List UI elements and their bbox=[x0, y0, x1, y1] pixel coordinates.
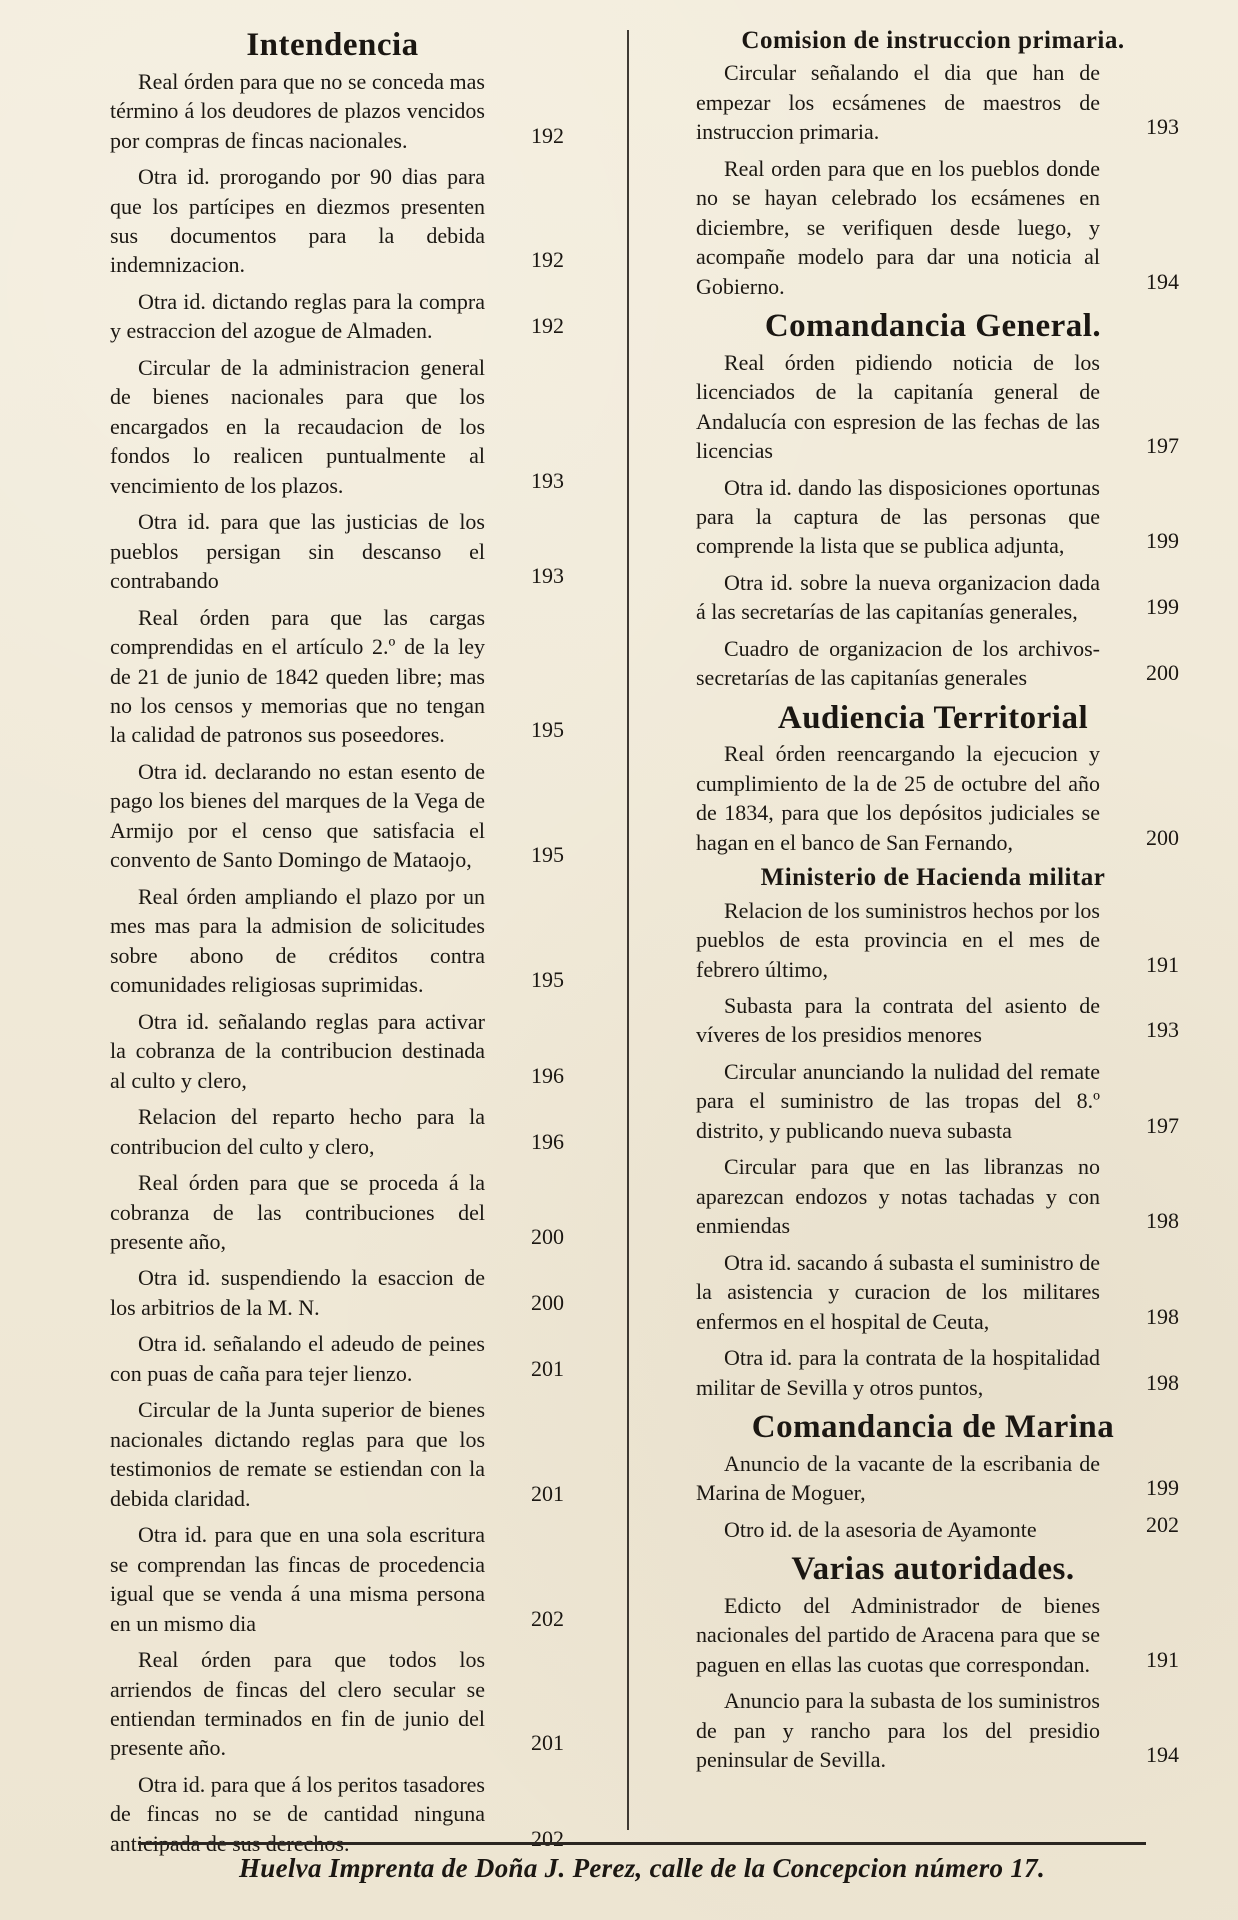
entry-text: Otra id. prorogando por 90 dias para que los partícipes en diezmos presenten sus documentos para la debida indemnizacion. bbox=[110, 164, 485, 278]
page-number: 201 bbox=[531, 1480, 564, 1506]
entry bbox=[696, 1511, 1179, 1544]
entry-text: Real órden para que se proceda á la cobranza de las contribuciones del presente año, bbox=[110, 1170, 485, 1254]
entry-text: Otra id. para que en una sola escritura se comprendan las fincas de procedencia igual que se venda á una misma persona en un mismo dia bbox=[110, 1522, 485, 1636]
page-number: 196 bbox=[531, 1062, 564, 1088]
entry bbox=[696, 1686, 1179, 1774]
entry bbox=[110, 1520, 564, 1638]
page-number: 193 bbox=[531, 563, 564, 589]
entry-text: Otra id. para que las justicias de los pueblos persigan sin descanso el contrabando bbox=[110, 509, 485, 594]
left-column bbox=[110, 20, 564, 1856]
page-number: 191 bbox=[1146, 1646, 1179, 1672]
entry bbox=[110, 757, 564, 875]
entry bbox=[696, 154, 1179, 301]
entry bbox=[110, 1645, 564, 1763]
entry bbox=[696, 1449, 1179, 1508]
entry-text: Anuncio de la vacante de la escribania de Marina de Moguer, bbox=[696, 1450, 1100, 1506]
page-number: 200 bbox=[531, 1223, 564, 1249]
entry bbox=[110, 1007, 564, 1095]
entry-text: Otro id. de la asesoria de Ayamonte bbox=[724, 1516, 1037, 1542]
entry bbox=[696, 1057, 1179, 1145]
entry-text: Circular para que en las libranzas no aparezcan endozos y notas tachadas y con enmiendas bbox=[696, 1154, 1100, 1239]
entry-text: Real órden reencargando la ejecucion y cumplimiento de la de 25 de octubre del año de 1834, para que los depósitos judiciales se hagan en el banco de San Fernando, bbox=[696, 741, 1100, 855]
entry-text: Real órden para que las cargas comprendidas en el artículo 2.º de la ley de 21 de junio de 1842 queden libre; mas no los censos y memorias que no tengan la calidad de patronos sus poseedores. bbox=[110, 604, 485, 748]
entry-text: Real orden para que en los pueblos donde no se hayan celebrado los ecsámenes en diciembre, se verifiquen desde luego, y acompañe modelo para dar una noticia al Gobierno. bbox=[696, 155, 1100, 299]
section-title-instruccion: Comision de instruccion primaria. bbox=[741, 27, 1125, 54]
entry-text: Otra id. señalando el adeudo de peines con puas de caña para tejer lienzo. bbox=[110, 1331, 485, 1386]
page-number: 199 bbox=[1146, 594, 1179, 620]
entry-text: Circular anunciando la nulidad del remate para el suministro de las tropas del 8.º distrito, y publicando nueva subasta bbox=[696, 1058, 1100, 1143]
section-title-audiencia: Audiencia Territorial bbox=[777, 699, 1089, 736]
entry bbox=[696, 1248, 1179, 1336]
entry-text: Otra id. señalando reglas para activar la cobranza de la contribucion destinada al culto y clero, bbox=[110, 1008, 485, 1093]
page-number: 199 bbox=[1146, 1475, 1179, 1501]
page-number: 192 bbox=[531, 247, 564, 273]
page-number: 195 bbox=[531, 842, 564, 868]
page-number: 201 bbox=[531, 1355, 564, 1381]
page-number: 193 bbox=[1146, 114, 1179, 140]
entry-text: Circular de la administracion general de bienes nacionales para que los encargados en la recaudacion de los fondos lo realicen puntualmente al vencimiento de los plazos. bbox=[110, 354, 485, 498]
section-title-intendencia: Intendencia bbox=[246, 27, 419, 63]
page-number: 197 bbox=[1146, 433, 1179, 459]
entry bbox=[696, 1152, 1179, 1240]
entry-text: Circular señalando el dia que han de empezar los ecsámenes de maestros de instruccion primaria. bbox=[696, 60, 1100, 145]
page-number: 194 bbox=[1146, 1742, 1179, 1768]
section-title-comandancia-general: Comandancia General. bbox=[764, 308, 1102, 344]
page-number: 192 bbox=[531, 313, 564, 339]
entry bbox=[110, 1168, 564, 1256]
entry bbox=[696, 991, 1179, 1050]
section-title-marina: Comandancia de Marina bbox=[751, 1409, 1115, 1446]
page-number: 195 bbox=[531, 967, 564, 993]
entry-text: Cuadro de organizacion de los archivos-secretarías de las capitanías generales bbox=[696, 635, 1100, 691]
page-number: 192 bbox=[531, 122, 564, 148]
entry-text: Relacion de los suministros hechos por los pueblos de esta provincia en el mes de febrero último, bbox=[696, 897, 1100, 982]
section-title-varias-autoridades: Varias autoridades. bbox=[791, 1551, 1075, 1588]
entry-text: Subasta para la contrata del asiento de víveres de los presidios menores bbox=[696, 992, 1100, 1048]
section-title-hacienda-militar: Ministerio de Hacienda militar bbox=[760, 864, 1106, 892]
entry bbox=[110, 1395, 564, 1513]
entry-text: Real órden ampliando el plazo por un mes mas para la admision de solicitudes sobre abono de créditos contra comunidades religiosas suprimidas. bbox=[110, 883, 485, 998]
entry-text: Otra id. sacando á subasta el suministro de la asistencia y curacion de los militares enfermos en el hospital de Ceuta, bbox=[696, 1249, 1100, 1334]
entry-text: Otra id. sobre la nueva organizacion dada á las secretarías de las capitanías generales, bbox=[696, 569, 1100, 625]
entry bbox=[110, 507, 564, 595]
page-number: 201 bbox=[531, 1730, 564, 1756]
entry bbox=[110, 1102, 564, 1161]
page-number: 202 bbox=[531, 1605, 564, 1631]
entry bbox=[696, 58, 1179, 146]
page-number: 200 bbox=[1146, 660, 1179, 686]
entry bbox=[696, 568, 1179, 627]
page-number: 198 bbox=[1146, 1208, 1179, 1234]
entry-text: Otra id. declarando no estan esento de pago los bienes del marques de la Vega de Armijo por el censo que satisfacia el convento de Santo Domingo de Mataojo, bbox=[110, 758, 485, 873]
right-column bbox=[660, 20, 1179, 1830]
entry-text: Otra id. dictando reglas para la compra y estraccion del azogue de Almaden. bbox=[110, 288, 485, 344]
page-number: 191 bbox=[1146, 951, 1179, 977]
page-number: 196 bbox=[531, 1128, 564, 1154]
entry-text: Relacion del reparto hecho para la contribucion del culto y clero, bbox=[110, 1104, 485, 1159]
entry-text: Otra id. para que á los peritos tasadores de fincas no se de cantidad ninguna anticipada de sus derechos. bbox=[110, 1771, 485, 1856]
entry-text: Real órden para que no se conceda mas término á los deudores de plazos vencidos por compras de fincas nacionales. bbox=[110, 68, 485, 153]
entry-text: Otra id. para la contrata de la hospitalidad militar de Sevilla y otros puntos, bbox=[696, 1345, 1100, 1400]
entry bbox=[696, 634, 1179, 693]
page-number: 202 bbox=[1146, 1511, 1179, 1537]
entry bbox=[110, 1263, 564, 1322]
page-number: 202 bbox=[531, 1825, 564, 1851]
entry bbox=[696, 739, 1179, 857]
entry bbox=[110, 162, 564, 280]
entry bbox=[696, 473, 1179, 561]
entry bbox=[110, 67, 564, 155]
entry bbox=[110, 353, 564, 500]
page-number: 195 bbox=[531, 717, 564, 743]
printer-footer: Huelva Imprenta de Doña J. Perez, calle de la Concepcion número 17. bbox=[138, 1842, 1146, 1884]
entry bbox=[110, 603, 564, 750]
entry-text: Otra id. dando las disposiciones oportunas para la captura de las personas que comprende la lista que se publica adjunta, bbox=[696, 474, 1100, 559]
page-number: 193 bbox=[1146, 1017, 1179, 1043]
content-columns bbox=[110, 20, 1179, 1856]
page-number: 193 bbox=[531, 467, 564, 493]
entry bbox=[696, 348, 1179, 466]
page-number: 198 bbox=[1146, 1369, 1179, 1395]
page-number: 200 bbox=[1146, 824, 1179, 850]
page-number: 200 bbox=[531, 1289, 564, 1315]
entry-text: Real órden para que todos los arriendos de fincas del clero secular se entiendan terminados en fin de junio del presente año. bbox=[110, 1647, 485, 1761]
entry-text: Circular de la Junta superior de bienes nacionales dictando reglas para que los testimonios de remate se estiendan con la debida claridad. bbox=[110, 1397, 485, 1511]
entry-text: Edicto del Administrador de bienes nacionales del partido de Aracena para que se paguen en ellas las cuotas que correspondan. bbox=[696, 1592, 1100, 1677]
page-number: 197 bbox=[1146, 1112, 1179, 1138]
entry-text: Real órden pidiendo noticia de los licenciados de la capitanía general de Andalucía con espresion de las fechas de las licencias bbox=[696, 349, 1100, 464]
entry bbox=[110, 882, 564, 1000]
page-number: 198 bbox=[1146, 1303, 1179, 1329]
page-number: 199 bbox=[1146, 528, 1179, 554]
entry-text: Otra id. suspendiendo la esaccion de los arbitrios de la M. N. bbox=[110, 1265, 485, 1320]
page-number: 194 bbox=[1146, 268, 1179, 294]
entry-text: Anuncio para la subasta de los suministros de pan y rancho para los del presidio peninsular de Sevilla. bbox=[696, 1688, 1100, 1773]
entry bbox=[110, 1329, 564, 1388]
entry bbox=[696, 896, 1179, 984]
entry bbox=[110, 287, 564, 346]
entry bbox=[696, 1591, 1179, 1679]
entry bbox=[696, 1343, 1179, 1402]
